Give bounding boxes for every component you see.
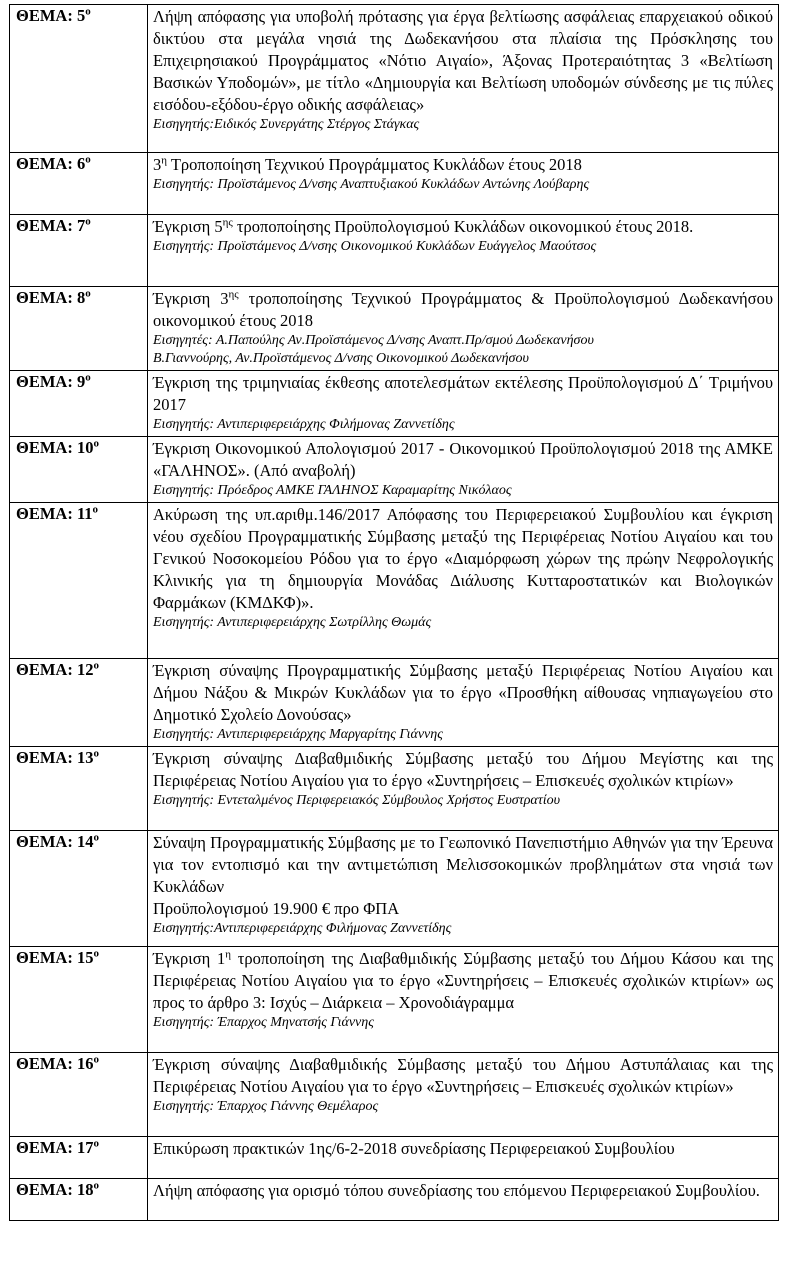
topic-title (153, 948, 773, 1014)
topic-body (148, 1137, 779, 1179)
topic-reporter: Εισηγητής: Έπαρχος Μηνατσής Γιάννης (153, 1015, 374, 1030)
topic-number-label: ΘΕΜΑ: 18 (16, 1180, 94, 1199)
topic-number (10, 503, 148, 659)
topic-body (148, 831, 779, 947)
topic-title-text: τροποποίησης Τεχνικού Προγράμματος & Προϋπολογισμού Δωδεκανήσου οικονομικού έτους 2018 (153, 289, 773, 330)
table-row (10, 215, 779, 287)
topic-number-ordinal: ο (85, 371, 91, 384)
topic-title-ordinal: ης (222, 216, 233, 229)
topic-number-ordinal: ο (93, 659, 99, 672)
topic-reporter: Εισηγητής:Αντιπεριφερειάρχης Φιλήμονας Ζαννετίδης (153, 921, 452, 936)
topic-number (10, 1137, 148, 1179)
topic-title-text: Έγκριση της τριμηνιαίας έκθεσης αποτελεσμάτων εκτέλεσης Προϋπολογισμού Δ΄ Τριμήνου 2017 (153, 373, 773, 414)
table-row (10, 437, 779, 503)
topic-number-ordinal: ο (93, 947, 99, 960)
topic-title (153, 832, 773, 898)
topic-title-ordinal: η (161, 154, 168, 167)
topic-number (10, 5, 148, 153)
topic-number-ordinal: ο (92, 503, 99, 516)
topic-number-label: ΘΕΜΑ: 10 (16, 438, 94, 457)
topic-title-text: Έγκριση σύναψης Διαβαθμιδικής Σύμβασης μεταξύ του Δήμου Αστυπάλαιας και της Περιφέρειας Νοτίου Αιγαίου για το έργο «Συντηρήσεις – Επισκευές σχολικών κτιρίων» (153, 1055, 773, 1096)
topic-number-label: ΘΕΜΑ: 5 (16, 6, 86, 25)
topic-title (153, 438, 773, 482)
topic-number (10, 287, 148, 371)
topic-number-ordinal: ο (85, 215, 91, 228)
agenda-body (10, 5, 779, 1221)
topic-number (10, 153, 148, 215)
topic-title-prefix: Έγκριση 1 (153, 949, 226, 968)
topic-body (148, 1179, 779, 1221)
topic-number-ordinal: ο (85, 287, 91, 300)
topic-number-label: ΘΕΜΑ: 13 (16, 748, 94, 767)
topic-number-label: ΘΕΜΑ: 8 (16, 288, 86, 307)
topic-title-text: Έγκριση Οικονομικού Απολογισμού 2017 - Οικονομικού Προϋπολογισμού 2018 της ΑΜΚΕ «ΓΑΛΗΝΟΣ». (Από αναβολή) (153, 439, 773, 480)
table-row (10, 747, 779, 831)
agenda-table (9, 4, 779, 1221)
topic-title-prefix: Έγκριση 3 (153, 289, 229, 308)
topic-title (153, 748, 773, 792)
topic-title-text: Έγκριση σύναψης Προγραμματικής Σύμβασης μεταξύ Περιφέρειας Νοτίου Αιγαίου και Δήμου Νάξου & Μικρών Κυκλάδων για το έργο «Προσθήκη αίθουσας νηπιαγωγείου στο Δημοτικό Σχολείο Δονούσας» (153, 661, 773, 724)
topic-title (153, 288, 773, 332)
topic-number-ordinal: ο (93, 1137, 99, 1150)
topic-reporter: Εισηγητής: Εντεταλμένος Περιφερειακός Σύμβουλος Χρήστος Ευστρατίου (153, 793, 561, 808)
topic-title (153, 1180, 773, 1202)
table-row (10, 371, 779, 437)
topic-reporter: Εισηγητές: Α.Παπούλης Αν.Προϊστάμενος Δ/νσης Αναπτ.Πρ/σμού Δωδεκανήσου (153, 333, 594, 348)
table-row (10, 659, 779, 747)
topic-title (153, 216, 773, 238)
topic-number (10, 747, 148, 831)
table-row (10, 153, 779, 215)
topic-number (10, 659, 148, 747)
topic-title (153, 660, 773, 726)
topic-number-label: ΘΕΜΑ: 12 (16, 660, 94, 679)
topic-number-label: ΘΕΜΑ: 15 (16, 948, 94, 967)
topic-title (153, 6, 773, 116)
topic-body (148, 747, 779, 831)
topic-body (148, 437, 779, 503)
table-row (10, 5, 779, 153)
topic-title-ordinal: ης (228, 288, 239, 301)
topic-title-prefix: 3 (153, 155, 162, 174)
topic-title (153, 1054, 773, 1098)
topic-reporter-second: Β.Γιαννούρης, Αν.Προϊστάμενος Δ/νσης Οικονομικού Δωδεκανήσου (153, 351, 529, 366)
topic-number (10, 1179, 148, 1221)
topic-number (10, 437, 148, 503)
topic-title-text: Λήψη απόφασης για υποβολή πρότασης για έργα βελτίωσης ασφάλειας επαρχειακού οδικού δικτύου στα μεγάλα νησιά της Δωδεκανήσου στα πλαίσια της Πρόσκλησης του Επιχειρησιακού Προγράμματος «Νότιο Αιγαίο», Άξονας Προτεραιότητας 3 «Βελτίωση Βασικών Υποδομών», με τίτλο «Δημιουργία και Βελτίωση υποδομών σύνδεσης με τις πύλες εισόδου-εξόδου-έργο οδικής ασφάλειας» (153, 7, 773, 114)
topic-body (148, 1053, 779, 1137)
topic-number-label: ΘΕΜΑ: 9 (16, 372, 86, 391)
topic-title-text: τροποποίησης Προϋπολογισμού Κυκλάδων οικονομικού έτους 2018. (232, 217, 694, 236)
topic-number-ordinal: ο (93, 437, 99, 450)
topic-title (153, 372, 773, 416)
topic-title-text: Έγκριση σύναψης Διαβαθμιδικής Σύμβασης μεταξύ του Δήμου Μεγίστης και της Περιφέρειας Νοτίου Αιγαίου για το έργο «Συντηρήσεις – Επισκευές σχολικών κτιρίων» (153, 749, 773, 790)
topic-number-label: ΘΕΜΑ: 14 (16, 832, 94, 851)
topic-reporter: Εισηγητής: Έπαρχος Γιάννης Θεμέλαρος (153, 1099, 379, 1114)
topic-reporter: Εισηγητής: Προϊστάμενος Δ/νσης Οικονομικού Κυκλάδων Ευάγγελος Μαούτσος (153, 239, 597, 254)
topic-title-text: Λήψη απόφασης για ορισμό τόπου συνεδρίασης του επόμενου Περιφερειακού Συμβουλίου. (153, 1181, 760, 1200)
topic-title-text: Επικύρωση πρακτικών 1ης/6-2-2018 συνεδρίασης Περιφερειακού Συμβουλίου (153, 1139, 675, 1158)
topic-number-label: ΘΕΜΑ: 17 (16, 1138, 94, 1157)
topic-title (153, 504, 773, 614)
topic-number-ordinal: ο (93, 1179, 99, 1192)
topic-body (148, 215, 779, 287)
topic-title-prefix: Έγκριση 5 (153, 217, 223, 236)
topic-number (10, 215, 148, 287)
topic-body (148, 287, 779, 371)
table-row (10, 831, 779, 947)
topic-number-label: ΘΕΜΑ: 7 (16, 216, 86, 235)
topic-number (10, 371, 148, 437)
topic-reporter: Εισηγητής: Αντιπεριφερειάρχης Σωτρίλλης Θωμάς (153, 615, 432, 630)
table-row (10, 1137, 779, 1179)
topic-number (10, 831, 148, 947)
topic-number (10, 947, 148, 1053)
topic-reporter: Εισηγητής: Πρόεδρος ΑΜΚΕ ΓΑΛΗΝΟΣ Καραμαρίτης Νικόλαος (153, 483, 512, 498)
topic-title (153, 154, 773, 176)
topic-budget: Προϋπολογισμού 19.900 € προ ΦΠΑ (153, 899, 400, 918)
topic-reporter: Εισηγητής:Ειδικός Συνεργάτης Στέργος Στάγκας (153, 117, 420, 132)
topic-reporter: Εισηγητής: Αντιπεριφερειάρχης Φιλήμονας Ζαννετίδης (153, 417, 455, 432)
topic-title-text: τροποποίηση της Διαβαθμιδικής Σύμβασης μεταξύ του Δήμου Κάσου και της Περιφέρειας Νοτίου Αιγαίου για το έργο «Συντηρήσεις – Επισκευές σχολικών κτιρίων» ως προς το άρθρο 3: Ισχύς – Διάρκεια – Χρονοδιάγραμμα (153, 949, 773, 1012)
topic-body (148, 153, 779, 215)
table-row (10, 503, 779, 659)
topic-reporter: Εισηγητής: Αντιπεριφερειάρχης Μαργαρίτης Γιάννης (153, 727, 443, 742)
topic-number-label: ΘΕΜΑ: 6 (16, 154, 86, 173)
topic-number-ordinal: ο (93, 831, 99, 844)
topic-title (153, 1138, 773, 1160)
table-row (10, 947, 779, 1053)
topic-body (148, 947, 779, 1053)
table-row (10, 287, 779, 371)
topic-number (10, 1053, 148, 1137)
topic-reporter: Εισηγητής: Προϊστάμενος Δ/νσης Αναπτυξιακού Κυκλάδων Αντώνης Λούβαρης (153, 177, 590, 192)
topic-title-ordinal: η (225, 948, 232, 961)
topic-body (148, 371, 779, 437)
topic-number-ordinal: ο (85, 153, 91, 166)
topic-title-text: Ακύρωση της υπ.αριθμ.146/2017 Απόφασης του Περιφερειακού Συμβουλίου και έγκριση νέου σχεδίου Προγραμματικής Σύμβασης μεταξύ της Περιφέρειας Νοτίου Αιγαίου και του Γενικού Νοσοκομείου Ρόδου για το έργο «Διαμόρφωση χώρων της πρώην Νεφρολογικής Κλινικής για τη δημιουργία Μονάδας Διάλυσης Κυτταροστατικών και Βιολογικών Φαρμάκων (ΚΜΔΚΦ)». (153, 505, 773, 612)
topic-number-label: ΘΕΜΑ: 11 (16, 504, 93, 523)
table-row (10, 1053, 779, 1137)
topic-number-label: ΘΕΜΑ: 16 (16, 1054, 94, 1073)
topic-body (148, 5, 779, 153)
topic-number-ordinal: ο (93, 1053, 99, 1066)
topic-body (148, 503, 779, 659)
topic-title-text: Σύναψη Προγραμματικής Σύμβασης με το Γεωπονικό Πανεπιστήμιο Αθηνών για την Έρευνα για τον εντοπισμό και την αντιμετώπιση Μελισσοκομικών προβλημάτων στα νησιά των Κυκλάδων (153, 833, 773, 896)
topic-number-ordinal: ο (93, 747, 99, 760)
topic-body (148, 659, 779, 747)
table-row (10, 1179, 779, 1221)
topic-number-ordinal: ο (85, 5, 91, 18)
topic-title-text: Τροποποίηση Τεχνικού Προγράμματος Κυκλάδων έτους 2018 (167, 155, 582, 174)
